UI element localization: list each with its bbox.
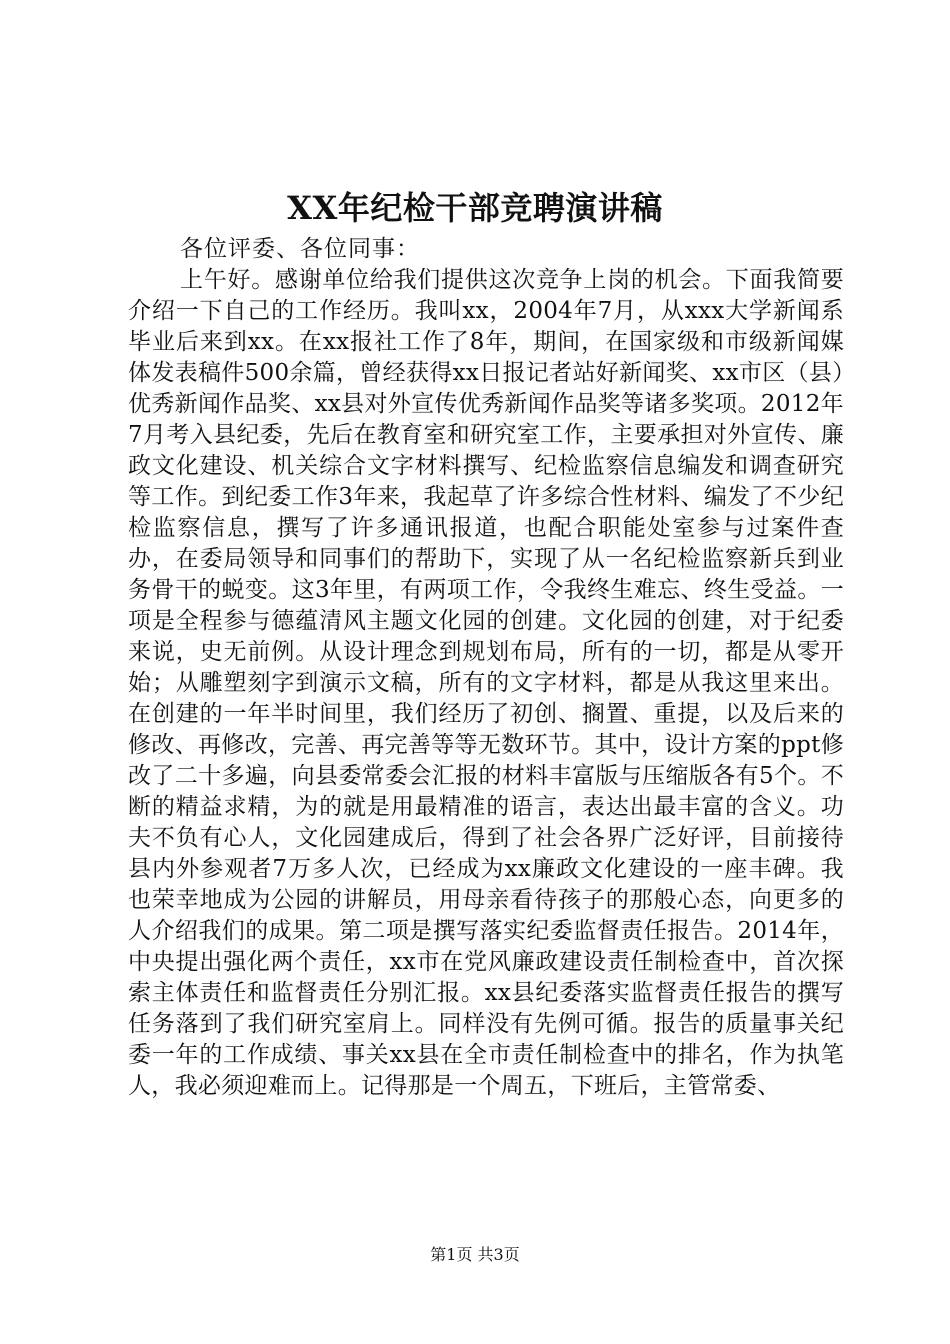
document-title: XX年纪检干部竞聘演讲稿 (287, 189, 663, 227)
greeting-line: 各位评委、各位同事： (180, 236, 420, 262)
body-paragraph: 上午好。感谢单位给我们提供这次竞争上岗的机会。下面我简要介绍一下自己的工作经历。我叫xx，2004年7月，从xxx大学新闻系毕业后来到xx。在xx报社工作了8年，期间，在国家级和市级新闻媒体发表稿件500余篇，曾经获得xx日报记者站好新闻奖、xx市区（县）优秀新闻作品奖、xx县对外宣传优秀新闻作品奖等诸多奖项。2012年7月考入县纪委，先后在教育室和研究室工作，主要承担对外宣传、廉政文化建设、机关综合文字材料撰写、纪检监察信息编发和调查研究等工作。到纪委工作3年来，我起草了许多综合性材料、编发了不少纪检监察信息，撰写了许多通讯报道，也配合职能处室参与过案件查办，在委局领导和同事们的帮助下，实现了从一名纪检监察新兵到业务骨干的蜕变。这3年里，有两项工作，令我终生难忘、终生受益。一项是全程参与德蕴清风主题文化园的创建。文化园的创建，对于纪委来说，史无前例。从设计理念到规划布局，所有的一切，都是从零开始；从雕塑刻字到演示文稿，所有的文字材料，都是从我这里来出。在创建的一年半时间里，我们经历了初创、搁置、重提，以及后来的修改、再修改，完善、再完善等等无数环节。其中，设计方案的ppt修改了二十多遍，向县委常委会汇报的材料丰富版与压缩版各有5个。不断的精益求精，为的就是用最精准的语言，表达出最丰富的含义。功夫不负有心人，文化园建成后，得到了社会各界广泛好评，目前接待县内外参观者7万多人次，已经成为xx廉政文化建设的一座丰碑。我也荣幸地成为公园的讲解员，用母亲看待孩子的那般心态，向更多的人介绍我们的成果。第二项是撰写落实纪委监督责任报告。2014年，中央提出强化两个责任，xx市在党风廉政建设责任制检查中，首次探索主体责任和监督责任分别汇报。xx县纪委落实监督责任报告的撰写任务落到了我们研究室肩上。同样没有先例可循。报告的质量事关纪委一年的工作成绩、事关xx县在全市责任制检查中的排名，作为执笔人，我必须迎难而上。记得那是一个周五，下班后，主管常委、 (128, 267, 844, 1099)
page-number-footer: 第1页 共3页 (430, 1245, 520, 1264)
